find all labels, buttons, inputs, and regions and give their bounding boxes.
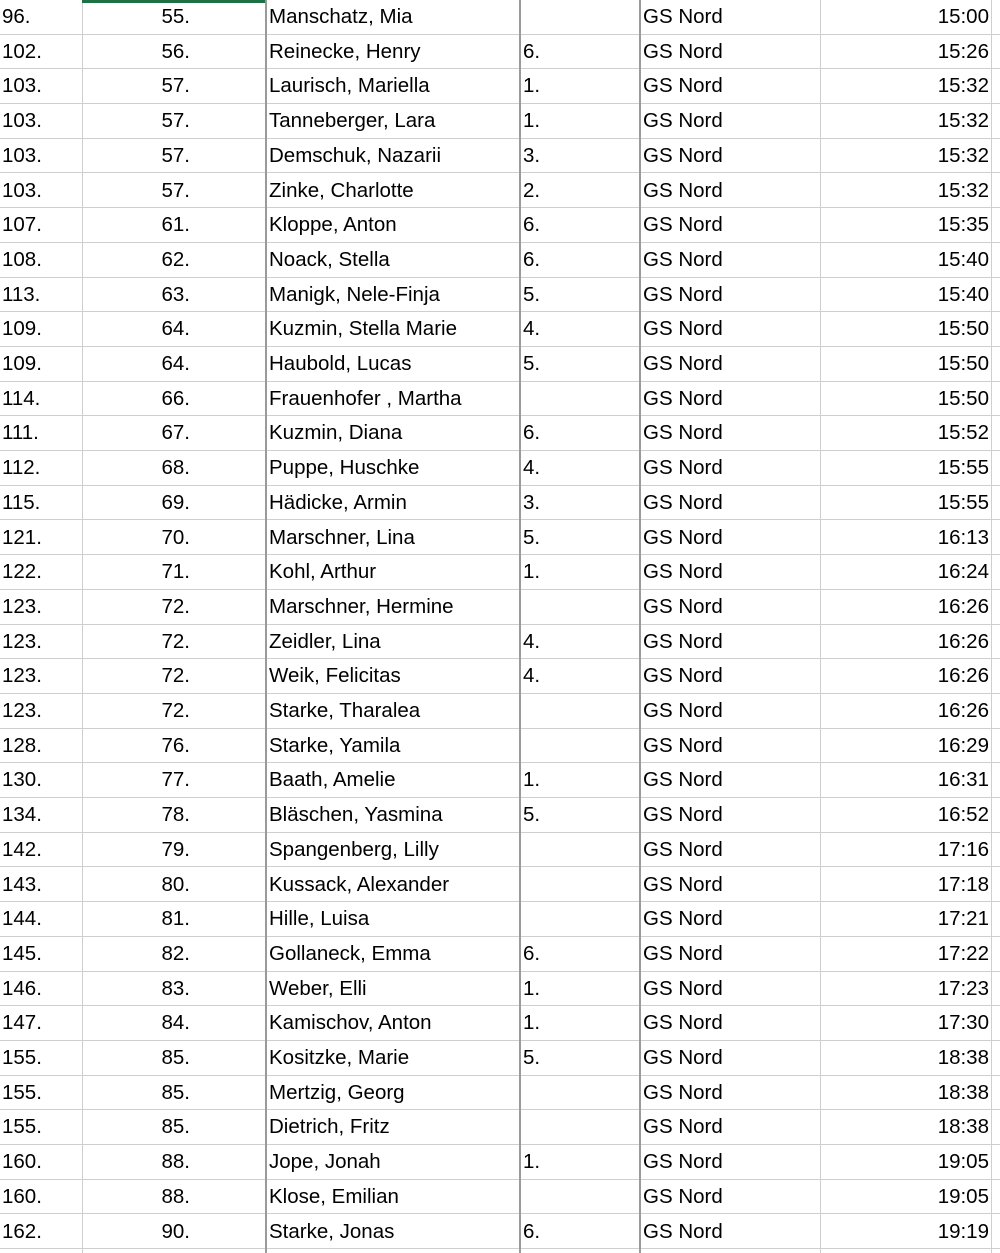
cell-overall-rank[interactable]: 109.	[2, 317, 42, 341]
cell-overall-rank[interactable]: 114.	[2, 386, 41, 410]
cell-school[interactable]: GS Nord	[643, 490, 723, 514]
cell-time[interactable]: 15:26	[937, 39, 989, 63]
table-row	[0, 1006, 1000, 1041]
cell-class-rank[interactable]: 77.	[161, 768, 190, 792]
cell-name[interactable]: Bläschen, Yasmina	[269, 803, 443, 827]
cell-overall-rank[interactable]: 113.	[2, 282, 41, 306]
cell-school[interactable]: GS Nord	[643, 768, 723, 792]
cell-class-rank[interactable]: 57.	[161, 74, 190, 98]
cell-name[interactable]: Tanneberger, Lara	[269, 109, 436, 133]
cell-grade[interactable]	[519, 729, 639, 763]
cell-class-rank[interactable]: 90.	[161, 1219, 190, 1243]
table-row	[0, 694, 1000, 729]
cell-school[interactable]: GS Nord	[643, 39, 723, 63]
cell-class-rank[interactable]: 69.	[161, 490, 190, 514]
cell-name[interactable]: Gollaneck, Emma	[269, 941, 431, 965]
table-row	[0, 590, 1000, 625]
table-row	[0, 1215, 1000, 1250]
cell-overall-rank[interactable]: 144.	[2, 907, 42, 931]
cell-name[interactable]: Kloppe, Anton	[269, 213, 397, 237]
cell-grade[interactable]	[519, 1180, 639, 1214]
cell-school[interactable]: GS Nord	[643, 664, 723, 688]
table-row	[0, 1041, 1000, 1076]
cell-grade[interactable]: 6.	[523, 213, 541, 237]
cell-class-rank[interactable]: 85.	[161, 1080, 190, 1104]
cell-class-rank[interactable]: 70.	[161, 525, 190, 549]
cell-grade[interactable]	[519, 833, 639, 867]
cell-class-rank[interactable]: 72.	[161, 699, 190, 722]
cell-class-rank[interactable]: 72.	[161, 594, 190, 618]
cell-grade[interactable]: 6.	[523, 247, 541, 271]
table-row	[0, 451, 1000, 486]
cell-school[interactable]: GS Nord	[643, 976, 723, 1000]
cell-time[interactable]: 17:22	[937, 941, 989, 965]
cell-grade[interactable]: 5.	[523, 525, 541, 549]
cell-overall-rank[interactable]: 103.	[2, 178, 42, 202]
cell-grade[interactable]: 1.	[523, 1011, 541, 1035]
cell-class-rank[interactable]: 85.	[161, 1046, 190, 1069]
cell-class-rank[interactable]: 61.	[161, 213, 190, 237]
cell-grade[interactable]	[519, 0, 639, 34]
cell-school[interactable]: GS Nord	[643, 456, 723, 480]
table-row	[0, 972, 1000, 1007]
cell-time[interactable]: 19:05	[937, 1150, 989, 1174]
cell-class-rank[interactable]: 88.	[161, 1184, 190, 1208]
cell-name[interactable]: Noack, Stella	[269, 247, 390, 271]
cell-class-rank[interactable]: 72.	[161, 629, 190, 653]
cell-time[interactable]: 15:40	[937, 282, 989, 306]
cell-name[interactable]: Weik, Felicitas	[269, 664, 401, 688]
cell-name[interactable]: Marschner, Lina	[269, 525, 415, 549]
cell-grade[interactable]: 1.	[523, 109, 541, 133]
cell-grade[interactable]: 5.	[523, 282, 541, 306]
cell-time[interactable]: 18:38	[937, 1080, 989, 1104]
cell-school[interactable]: GS Nord	[643, 872, 723, 896]
table-row	[0, 0, 1000, 35]
cell-overall-rank[interactable]: 134.	[2, 803, 42, 827]
cell-name[interactable]: Marschner, Hermine	[269, 594, 454, 618]
cell-grade[interactable]	[519, 1110, 639, 1144]
cell-class-rank[interactable]: 57.	[161, 109, 190, 133]
cell-class-rank[interactable]: 82.	[161, 941, 190, 965]
cell-school[interactable]: GS Nord	[643, 1219, 723, 1243]
cell-overall-rank[interactable]: 123.	[2, 699, 42, 722]
cell-grade[interactable]	[519, 1076, 639, 1110]
cell-overall-rank[interactable]: 123.	[2, 629, 42, 653]
cell-class-rank[interactable]: 64.	[161, 352, 190, 375]
cell-grade[interactable]: 1.	[523, 768, 541, 792]
cell-time[interactable]: 16:13	[937, 525, 989, 549]
cell-class-rank[interactable]: 88.	[161, 1150, 190, 1174]
cell-grade[interactable]: 4.	[523, 629, 541, 653]
cell-school[interactable]: GS Nord	[643, 941, 723, 965]
cell-overall-rank[interactable]: 143.	[2, 872, 42, 896]
cell-name[interactable]: Hille, Luisa	[269, 907, 370, 931]
cell-school[interactable]: GS Nord	[643, 352, 723, 375]
cell-grade[interactable]: 1.	[523, 976, 541, 1000]
cell-time[interactable]: 17:18	[937, 872, 989, 896]
cell-time[interactable]: 16:26	[937, 629, 989, 653]
table-row	[0, 486, 1000, 521]
cell-class-rank[interactable]: 83.	[161, 976, 190, 1000]
cell-school[interactable]: GS Nord	[643, 837, 723, 861]
column-gridline	[265, 0, 267, 1253]
cell-school[interactable]: GS Nord	[643, 386, 723, 410]
cell-school[interactable]: GS Nord	[643, 1150, 723, 1174]
table-row	[0, 902, 1000, 937]
table-row	[0, 763, 1000, 798]
cell-grade[interactable]: 5.	[523, 803, 541, 827]
cell-school[interactable]: GS Nord	[643, 594, 723, 618]
table-row	[0, 729, 1000, 764]
cell-overall-rank[interactable]: 109.	[2, 352, 42, 375]
cell-time[interactable]: 17:23	[937, 976, 989, 1000]
cell-grade[interactable]	[519, 382, 639, 416]
cell-name[interactable]: Demschuk, Nazarii	[269, 143, 442, 167]
cell-time[interactable]: 15:32	[937, 143, 989, 167]
table-row	[0, 416, 1000, 451]
cell-name[interactable]: Mertzig, Georg	[269, 1080, 405, 1104]
cell-name[interactable]: Reinecke, Henry	[269, 39, 421, 63]
cell-class-rank[interactable]: 55.	[161, 5, 190, 28]
cell-class-rank[interactable]: 62.	[161, 247, 190, 271]
cell-grade[interactable]: 6.	[523, 39, 541, 63]
cell-class-rank[interactable]: 68.	[161, 456, 190, 480]
cell-school[interactable]: GS Nord	[643, 560, 723, 584]
cell-time[interactable]: 19:05	[937, 1184, 989, 1208]
cell-school[interactable]: GS Nord	[643, 699, 723, 722]
cell-name[interactable]: Klose, Emilian	[269, 1184, 399, 1208]
column-gridline	[820, 0, 821, 1253]
cell-school[interactable]: GS Nord	[643, 803, 723, 827]
cell-time[interactable]: 18:38	[937, 1046, 989, 1069]
table-row	[0, 243, 1000, 278]
table-row	[0, 1076, 1000, 1111]
table-row	[0, 35, 1000, 70]
table-row	[0, 174, 1000, 209]
cell-overall-rank[interactable]: 122.	[2, 560, 42, 584]
cell-overall-rank[interactable]: 155.	[2, 1115, 42, 1139]
cell-name[interactable]: Zeidler, Lina	[269, 629, 381, 653]
table-row	[0, 104, 1000, 139]
selected-cell-border	[82, 0, 265, 3]
cell-time[interactable]: 15:50	[937, 386, 989, 410]
cell-name[interactable]: Jope, Jonah	[269, 1150, 381, 1174]
cell-overall-rank[interactable]: 123.	[2, 664, 42, 688]
table-row	[0, 69, 1000, 104]
cell-name[interactable]: Zinke, Charlotte	[269, 178, 414, 202]
cell-school[interactable]: GS Nord	[643, 421, 723, 445]
cell-school[interactable]: GS Nord	[643, 629, 723, 653]
cell-name[interactable]: Frauenhofer , Martha	[269, 386, 462, 410]
table-row	[0, 208, 1000, 243]
cell-overall-rank[interactable]: 130.	[2, 768, 42, 792]
cell-overall-rank[interactable]: 160.	[2, 1184, 42, 1208]
cell-overall-rank[interactable]: 155.	[2, 1046, 42, 1069]
cell-overall-rank[interactable]: 142.	[2, 837, 42, 861]
cell-name[interactable]: Manschatz, Mia	[269, 5, 413, 28]
cell-school[interactable]: GS Nord	[643, 1080, 723, 1104]
cell-school[interactable]: GS Nord	[643, 317, 723, 341]
cell-time[interactable]: 16:26	[937, 594, 989, 618]
cell-grade[interactable]: 1.	[523, 74, 541, 98]
cell-grade[interactable]	[519, 868, 639, 902]
cell-school[interactable]: GS Nord	[643, 5, 723, 28]
table-row	[0, 347, 1000, 382]
cell-class-rank[interactable]: 57.	[161, 143, 190, 167]
cell-grade[interactable]: 6.	[523, 421, 541, 445]
cell-overall-rank[interactable]: 103.	[2, 143, 42, 167]
cell-name[interactable]: Laurisch, Mariella	[269, 74, 430, 98]
cell-time[interactable]: 16:52	[937, 803, 989, 827]
cell-school[interactable]: GS Nord	[643, 1184, 723, 1208]
cell-time[interactable]: 15:35	[937, 213, 989, 237]
cell-time[interactable]: 16:29	[937, 733, 989, 757]
cell-grade[interactable]: 6.	[523, 941, 541, 965]
cell-overall-rank[interactable]: 107.	[2, 213, 42, 237]
table-row	[0, 659, 1000, 694]
cell-time[interactable]: 15:55	[937, 456, 989, 480]
cell-name[interactable]: Kohl, Arthur	[269, 560, 377, 584]
cell-name[interactable]: Hädicke, Armin	[269, 490, 407, 514]
cell-grade[interactable]: 6.	[523, 1219, 541, 1243]
cell-time[interactable]: 15:32	[937, 74, 989, 98]
cell-grade[interactable]: 3.	[523, 143, 541, 167]
cell-school[interactable]: GS Nord	[643, 1011, 723, 1035]
cell-grade[interactable]	[519, 694, 639, 728]
cell-name[interactable]: Kamischov, Anton	[269, 1011, 432, 1035]
cell-overall-rank[interactable]: 115.	[2, 490, 41, 514]
cell-grade[interactable]	[519, 590, 639, 624]
table-row	[0, 521, 1000, 556]
cell-grade[interactable]	[519, 902, 639, 936]
table-row	[0, 555, 1000, 590]
cell-name[interactable]: Kuzmin, Diana	[269, 421, 403, 445]
cell-overall-rank[interactable]: 160.	[2, 1150, 42, 1174]
cell-grade[interactable]: 3.	[523, 490, 541, 514]
table-row	[0, 625, 1000, 660]
cell-time[interactable]: 17:16	[937, 837, 989, 861]
column-gridline	[639, 0, 641, 1253]
cell-class-rank[interactable]: 72.	[161, 664, 190, 688]
cell-time[interactable]: 19:19	[937, 1219, 989, 1243]
table-row	[0, 937, 1000, 972]
cell-grade[interactable]: 1.	[523, 1150, 541, 1174]
cell-overall-rank[interactable]: 108.	[2, 247, 42, 271]
cell-class-rank[interactable]: 63.	[161, 282, 190, 306]
cell-class-rank[interactable]: 79.	[161, 837, 190, 861]
cell-name[interactable]: Kuzmin, Stella Marie	[269, 317, 457, 341]
cell-overall-rank[interactable]: 162.	[2, 1219, 42, 1243]
cell-class-rank[interactable]: 57.	[161, 178, 190, 202]
cell-overall-rank[interactable]: 103.	[2, 74, 42, 98]
cell-name[interactable]: Starke, Tharalea	[269, 699, 421, 722]
cell-grade[interactable]: 4.	[523, 456, 541, 480]
table-row	[0, 833, 1000, 868]
cell-time[interactable]: 15:00	[937, 5, 989, 28]
cell-overall-rank[interactable]: 123.	[2, 594, 42, 618]
cell-time[interactable]: 16:24	[937, 560, 989, 584]
cell-time[interactable]: 15:40	[937, 247, 989, 271]
cell-time[interactable]: 15:50	[937, 352, 989, 375]
cell-school[interactable]: GS Nord	[643, 247, 723, 271]
cell-school[interactable]: GS Nord	[643, 733, 723, 757]
cell-overall-rank[interactable]: 96.	[2, 5, 31, 28]
cell-class-rank[interactable]: 64.	[161, 317, 190, 341]
table-row	[0, 1110, 1000, 1145]
cell-name[interactable]: Starke, Yamila	[269, 733, 401, 757]
cell-overall-rank[interactable]: 121.	[2, 525, 42, 549]
cell-overall-rank[interactable]: 112.	[2, 456, 41, 480]
cell-overall-rank[interactable]: 146.	[2, 976, 42, 1000]
cell-overall-rank[interactable]: 111.	[2, 421, 39, 445]
cell-class-rank[interactable]: 78.	[161, 803, 190, 827]
table-row	[0, 1145, 1000, 1180]
cell-name[interactable]: Baath, Amelie	[269, 768, 396, 792]
cell-overall-rank[interactable]: 102.	[2, 39, 42, 63]
cell-overall-rank[interactable]: 103.	[2, 109, 42, 133]
cell-school[interactable]: GS Nord	[643, 282, 723, 306]
cell-class-rank[interactable]: 84.	[161, 1011, 190, 1035]
cell-grade[interactable]: 4.	[523, 664, 541, 688]
table-row	[0, 798, 1000, 833]
cell-time[interactable]: 15:55	[937, 490, 989, 514]
cell-name[interactable]: Kussack, Alexander	[269, 872, 450, 896]
cell-overall-rank[interactable]: 147.	[2, 1011, 42, 1035]
cell-school[interactable]: GS Nord	[643, 1046, 723, 1069]
cell-grade[interactable]: 5.	[523, 352, 541, 375]
cell-grade[interactable]: 4.	[523, 317, 541, 341]
cell-class-rank[interactable]: 85.	[161, 1115, 190, 1139]
table-row	[0, 139, 1000, 174]
cell-school[interactable]: GS Nord	[643, 178, 723, 202]
cell-grade[interactable]: 1.	[523, 560, 541, 584]
cell-name[interactable]: Haubold, Lucas	[269, 352, 412, 375]
cell-time[interactable]: 16:26	[937, 699, 989, 722]
cell-class-rank[interactable]: 67.	[161, 421, 190, 445]
column-gridline	[82, 0, 83, 1253]
table-row	[0, 1180, 1000, 1215]
cell-class-rank[interactable]: 66.	[161, 386, 190, 410]
cell-class-rank[interactable]: 56.	[161, 39, 190, 63]
table-row	[0, 868, 1000, 903]
cell-class-rank[interactable]: 76.	[161, 733, 190, 757]
cell-name[interactable]: Puppe, Huschke	[269, 456, 420, 480]
cell-class-rank[interactable]: 81.	[161, 907, 190, 931]
cell-name[interactable]: Kositzke, Marie	[269, 1046, 410, 1069]
cell-school[interactable]: GS Nord	[643, 907, 723, 931]
cell-school[interactable]: GS Nord	[643, 74, 723, 98]
cell-name[interactable]: Spangenberg, Lilly	[269, 837, 439, 861]
cell-school[interactable]: GS Nord	[643, 213, 723, 237]
cell-time[interactable]: 18:38	[937, 1115, 989, 1139]
column-gridline	[991, 0, 992, 1253]
cell-time[interactable]: 15:50	[937, 317, 989, 341]
cell-name[interactable]: Weber, Elli	[269, 976, 367, 1000]
cell-time[interactable]: 16:31	[937, 768, 989, 792]
cell-time[interactable]: 17:30	[937, 1011, 989, 1035]
cell-overall-rank[interactable]: 145.	[2, 941, 42, 965]
cell-name[interactable]: Starke, Jonas	[269, 1219, 395, 1243]
cell-time[interactable]: 15:32	[937, 178, 989, 202]
cell-time[interactable]: 17:21	[937, 907, 989, 931]
cell-time[interactable]: 16:26	[937, 664, 989, 688]
cell-overall-rank[interactable]: 155.	[2, 1080, 42, 1104]
cell-time[interactable]: 15:52	[937, 421, 989, 445]
table-row	[0, 382, 1000, 417]
cell-time[interactable]: 15:32	[937, 109, 989, 133]
table-row	[0, 278, 1000, 313]
cell-name[interactable]: Manigk, Nele-Finja	[269, 282, 440, 306]
cell-grade[interactable]: 5.	[523, 1046, 541, 1069]
cell-school[interactable]: GS Nord	[643, 1115, 723, 1139]
cell-school[interactable]: GS Nord	[643, 143, 723, 167]
cell-class-rank[interactable]: 71.	[161, 560, 190, 584]
cell-name[interactable]: Dietrich, Fritz	[269, 1115, 390, 1139]
cell-class-rank[interactable]: 80.	[161, 872, 190, 896]
column-gridline	[519, 0, 521, 1253]
cell-school[interactable]: GS Nord	[643, 109, 723, 133]
cell-overall-rank[interactable]: 128.	[2, 733, 42, 757]
cell-grade[interactable]: 2.	[523, 178, 541, 202]
table-row	[0, 312, 1000, 347]
cell-school[interactable]: GS Nord	[643, 525, 723, 549]
